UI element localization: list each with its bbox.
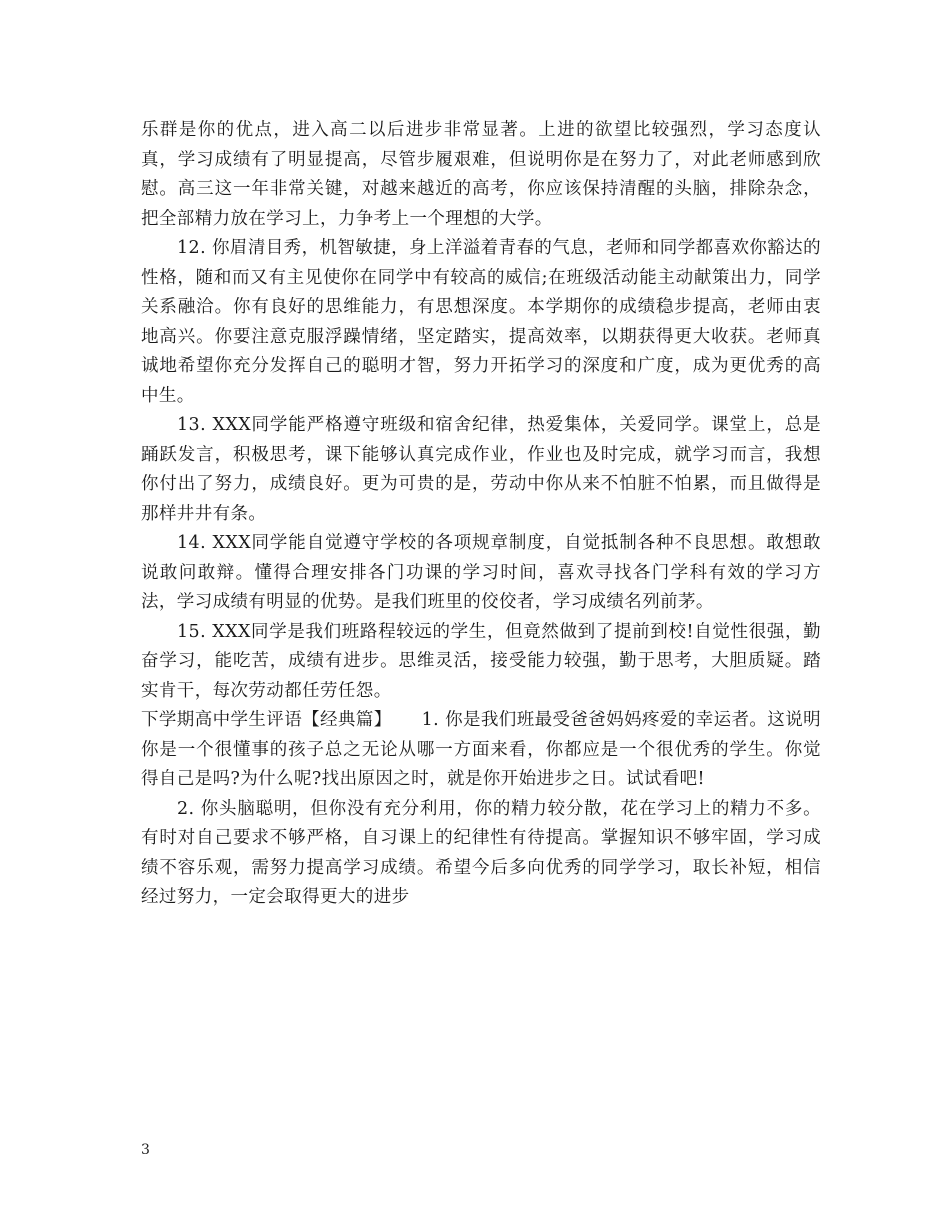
paragraph-comment-14: 14. XXX同学能自觉遵守学校的各项规章制度，自觉抵制各种不良思想。敢想敢说敢问敢辩。懂得合理安排各门功课的学习时间，喜欢寻找各门学科有效的学习方法，学习成绩有明显的优势。是我们班里的佼佼者，学习成绩名列前茅。 [141,533,821,612]
document-body [141,116,821,913]
page-number: 3 [141,1142,150,1158]
paragraph-comment-12: 12. 你眉清目秀，机智敏捷，身上洋溢着青春的气息，老师和同学都喜欢你豁达的性格，随和而又有主见使你在同学中有较高的威信;在班级活动能主动献策出力，同学关系融洽。你有良好的思维能力，有思想深度。本学期你的成绩稳步提高，老师由衷地高兴。你要注意克服浮躁情绪，坚定踏实，提高效率，以期获得更大收获。老师真诚地希望你充分发挥自己的聪明才智，努力开拓学习的深度和广度，成为更优秀的高中生。 [141,238,821,406]
section-block [141,706,821,795]
section-heading: 下学期高中学生评语【经典篇】 [141,710,392,730]
paragraph-continuation: 乐群是你的优点，进入高二以后进步非常显著。上进的欲望比较强烈，学习态度认真，学习成绩有了明显提高，尽管步履艰难，但说明你是在努力了，对此老师感到欣慰。高三这一年非常关键，对越来越近的高考，你应该保持清醒的头脑，排除杂念，把全部精力放在学习上，力争考上一个理想的大学。 [141,120,821,229]
paragraph-comment-15: 15. XXX同学是我们班路程较远的学生，但竟然做到了提前到校!自觉性很强，勤奋学习，能吃苦，成绩有进步。思维灵活，接受能力较强，勤于思考，大胆质疑。踏实肯干，每次劳动都任劳任怨。 [141,621,821,701]
paragraph-comment-13: 13. XXX同学能严格遵守班级和宿舍纪律，热爱集体，关爱同学。课堂上，总是踊跃发言，积极思考，课下能够认真完成作业，作业也及时完成，就学习而言，我想你付出了努力，成绩良好。更为可贵的是，劳动中你从来不怕脏不怕累，而且做得是那样井井有条。 [141,415,821,524]
paragraph-comment-2: 2. 你头脑聪明，但你没有充分利用，你的精力较分散，花在学习上的精力不多。有时对自己要求不够严格，自习课上的纪律性有待提高。掌握知识不够牢固，学习成绩不容乐观，需努力提高学习成绩。希望今后多向优秀的同学学习，取长补短，相信经过努力，一定会取得更大的进步 [141,798,821,907]
paragraph-comment-1: 1. 你是我们班最受爸爸妈妈疼爱的幸运者。这说明你是一个很懂事的孩子总之无论从哪一方面来看，你都应是一个很优秀的学生。你觉得自己是吗?为什么呢?找出原因之时，就是你开始进步之日。试试看吧! [141,710,822,789]
